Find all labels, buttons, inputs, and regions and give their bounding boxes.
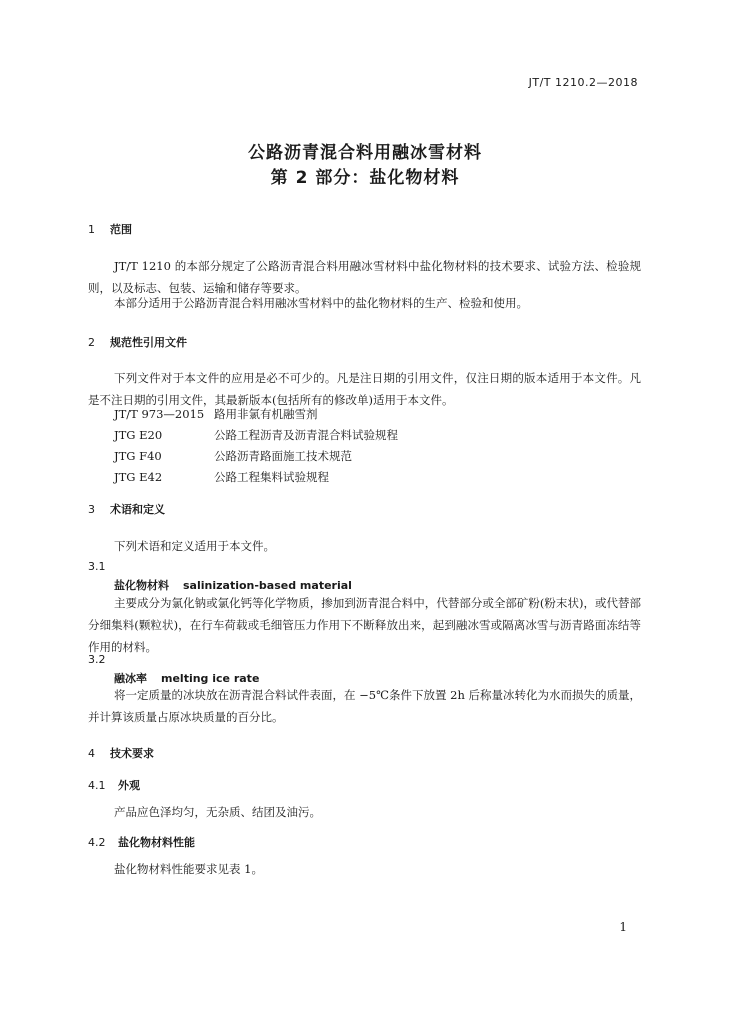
section-heading-2 <box>88 334 187 350</box>
appearance-text: 产品应色泽均匀，无杂质、结团及油污。 <box>114 805 321 819</box>
document-subtitle: 第 2 部分：盐化物材料 <box>270 168 460 188</box>
subsection-heading-4-2 <box>88 834 195 850</box>
term-en: melting ice rate <box>161 672 260 685</box>
terms-intro: 下列术语和定义适用于本文件。 <box>114 539 275 553</box>
section-heading-1 <box>88 221 132 237</box>
section-title: 盐化物材料性能 <box>118 836 195 849</box>
section-number: 4.2 <box>88 836 106 849</box>
scope-paragraph-1: JT/T 1210 的本部分规定了公路沥青混合料用融冰雪材料中盐化物材料的技术要求、试验方法、检验规则，以及标志、包装、运输和储存等要求。 <box>88 259 641 295</box>
performance-text: 盐化物材料性能要求见表 1。 <box>114 862 263 876</box>
section-title: 术语和定义 <box>110 503 165 516</box>
clause-number: 3.2 <box>88 653 106 666</box>
scope-paragraph-2: 本部分适用于公路沥青混合料用融冰雪材料中的盐化物材料的生产、检验和使用。 <box>114 296 528 310</box>
reference-code: JT/T 973—2015 <box>114 407 205 421</box>
reference-code: JTG E20 <box>114 428 163 442</box>
section-heading-3 <box>88 501 165 517</box>
reference-item <box>114 403 318 425</box>
standard-code: JT/T 1210.2—2018 <box>528 76 638 89</box>
subsection-heading-4-1 <box>88 777 140 793</box>
section-number: 1 <box>88 223 95 236</box>
term-zh: 盐化物材料 <box>114 579 169 592</box>
reference-item <box>114 424 398 446</box>
section-heading-4 <box>88 745 154 761</box>
reference-name: 公路沥青路面施工技术规范 <box>214 449 352 463</box>
term-heading <box>114 577 352 593</box>
section-title: 技术要求 <box>110 747 154 760</box>
section-number: 2 <box>88 336 95 349</box>
term-zh: 融冰率 <box>114 672 147 685</box>
document-title: 公路沥青混合料用融冰雪材料 <box>248 143 482 163</box>
section-title: 外观 <box>118 779 140 792</box>
reference-name: 公路工程沥青及沥青混合料试验规程 <box>214 428 398 442</box>
term-definition: 主要成分为氯化钠或氯化钙等化学物质，掺加到沥青混合料中，代替部分或全部矿粉(粉末状)，或代替部分细集料(颗粒状)，在行车荷载或毛细管压力作用下不断释放出来，起到融冰雪或隔离冰雪与沥青路面冻结等作用的材料。 <box>88 596 641 654</box>
reference-item <box>114 445 352 467</box>
clause-number: 3.1 <box>88 560 106 573</box>
section-number: 4.1 <box>88 779 106 792</box>
section-number: 4 <box>88 747 95 760</box>
reference-item <box>114 466 329 488</box>
reference-code: JTG F40 <box>114 449 162 463</box>
section-number: 3 <box>88 503 95 516</box>
reference-name: 公路工程集料试验规程 <box>214 470 329 484</box>
term-definition: 将一定质量的冰块放在沥青混合料试件表面，在 −5℃条件下放置 2h 后称量冰转化为水而损失的质量，并计算该质量占原冰块质量的百分比。 <box>88 688 642 724</box>
references-intro: 下列文件对于本文件的应用是必不可少的。凡是注日期的引用文件，仅注日期的版本适用于本文件。凡是不注日期的引用文件，其最新版本(包括所有的修改单)适用于本文件。 <box>88 371 641 407</box>
reference-name: 路用非氯有机融雪剂 <box>214 407 318 421</box>
term-en: salinization-based material <box>183 579 352 592</box>
section-title: 范围 <box>110 223 132 236</box>
page-number: 1 <box>619 920 627 934</box>
section-title: 规范性引用文件 <box>110 336 187 349</box>
reference-code: JTG E42 <box>114 470 163 484</box>
